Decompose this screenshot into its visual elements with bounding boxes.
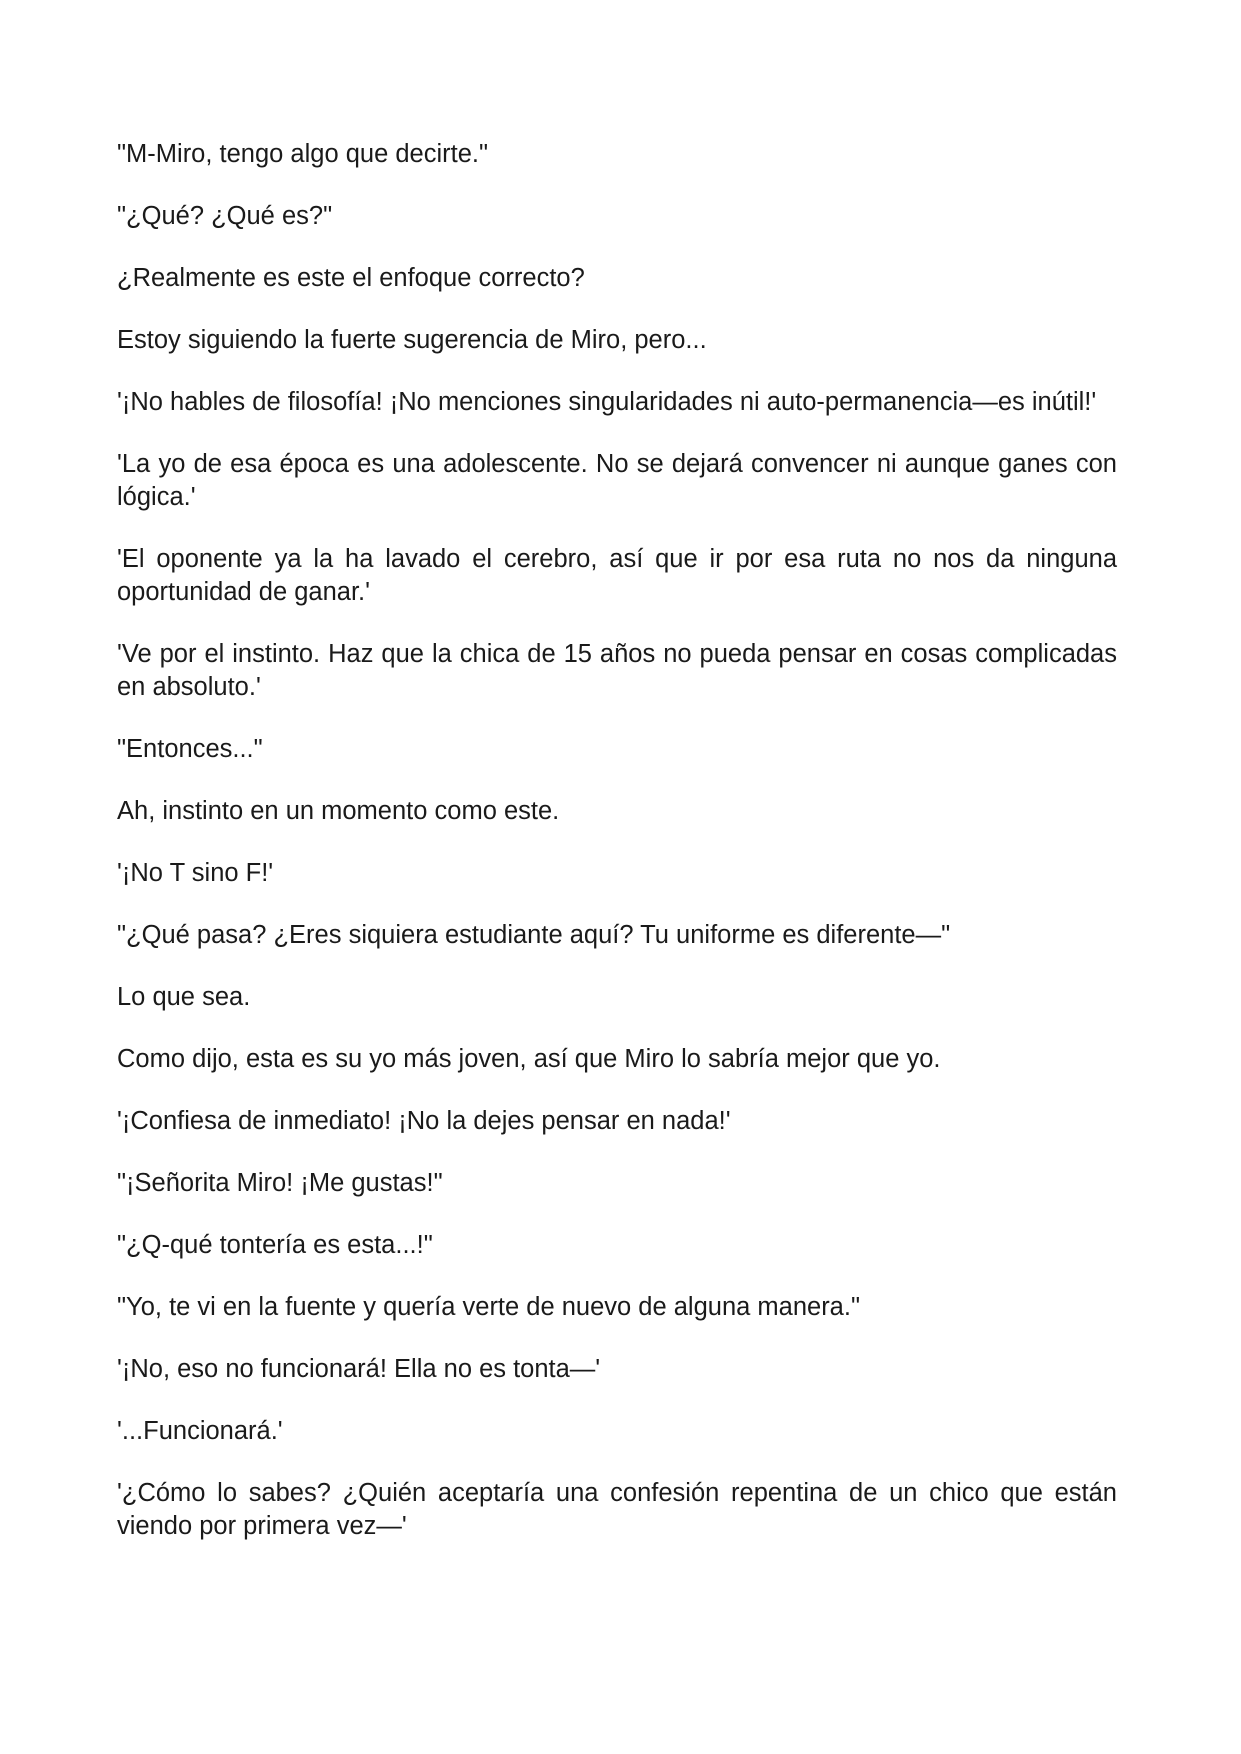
paragraph: '¡No T sino F!' [117, 859, 274, 887]
paragraph: Ah, instinto en un momento como este. [117, 797, 560, 825]
paragraph: "¡Señorita Miro! ¡Me gustas!" [117, 1169, 443, 1197]
paragraph: '¿Cómo lo sabes? ¿Quién aceptaría una confesión repentina de un chico que están viendo por primera vez—' [117, 1479, 1117, 1540]
paragraph: "M-Miro, tengo algo que decirte." [117, 140, 489, 168]
paragraph: "Yo, te vi en la fuente y quería verte de nuevo de alguna manera." [117, 1293, 860, 1321]
paragraph: "Entonces..." [117, 735, 263, 763]
paragraph: 'La yo de esa época es una adolescente. No se dejará convencer ni aunque ganes con lógica.' [117, 450, 1117, 511]
paragraph: 'Ve por el instinto. Haz que la chica de 15 años no pueda pensar en cosas complicadas en absoluto.' [117, 640, 1117, 701]
paragraph: '...Funcionará.' [117, 1417, 283, 1445]
paragraph: "¿Qué? ¿Qué es?" [117, 202, 333, 230]
paragraph: "¿Qué pasa? ¿Eres siquiera estudiante aquí? Tu uniforme es diferente—" [117, 921, 951, 949]
paragraph: "¿Q-qué tontería es esta...!" [117, 1231, 433, 1259]
paragraph: Estoy siguiendo la fuerte sugerencia de Miro, pero... [117, 326, 707, 354]
paragraph: '¡Confiesa de inmediato! ¡No la dejes pensar en nada!' [117, 1107, 731, 1135]
paragraph: 'El oponente ya la ha lavado el cerebro, así que ir por esa ruta no nos da ninguna oportunidad de ganar.' [117, 545, 1117, 606]
paragraph: '¡No, eso no funcionará! Ella no es tonta—' [117, 1355, 601, 1383]
paragraph: ¿Realmente es este el enfoque correcto? [117, 264, 585, 292]
document-page [117, 138, 1117, 1572]
paragraph: '¡No hables de filosofía! ¡No menciones singularidades ni auto-permanencia—es inútil!' [117, 388, 1097, 416]
paragraph: Lo que sea. [117, 983, 251, 1011]
paragraph: Como dijo, esta es su yo más joven, así que Miro lo sabría mejor que yo. [117, 1045, 941, 1073]
